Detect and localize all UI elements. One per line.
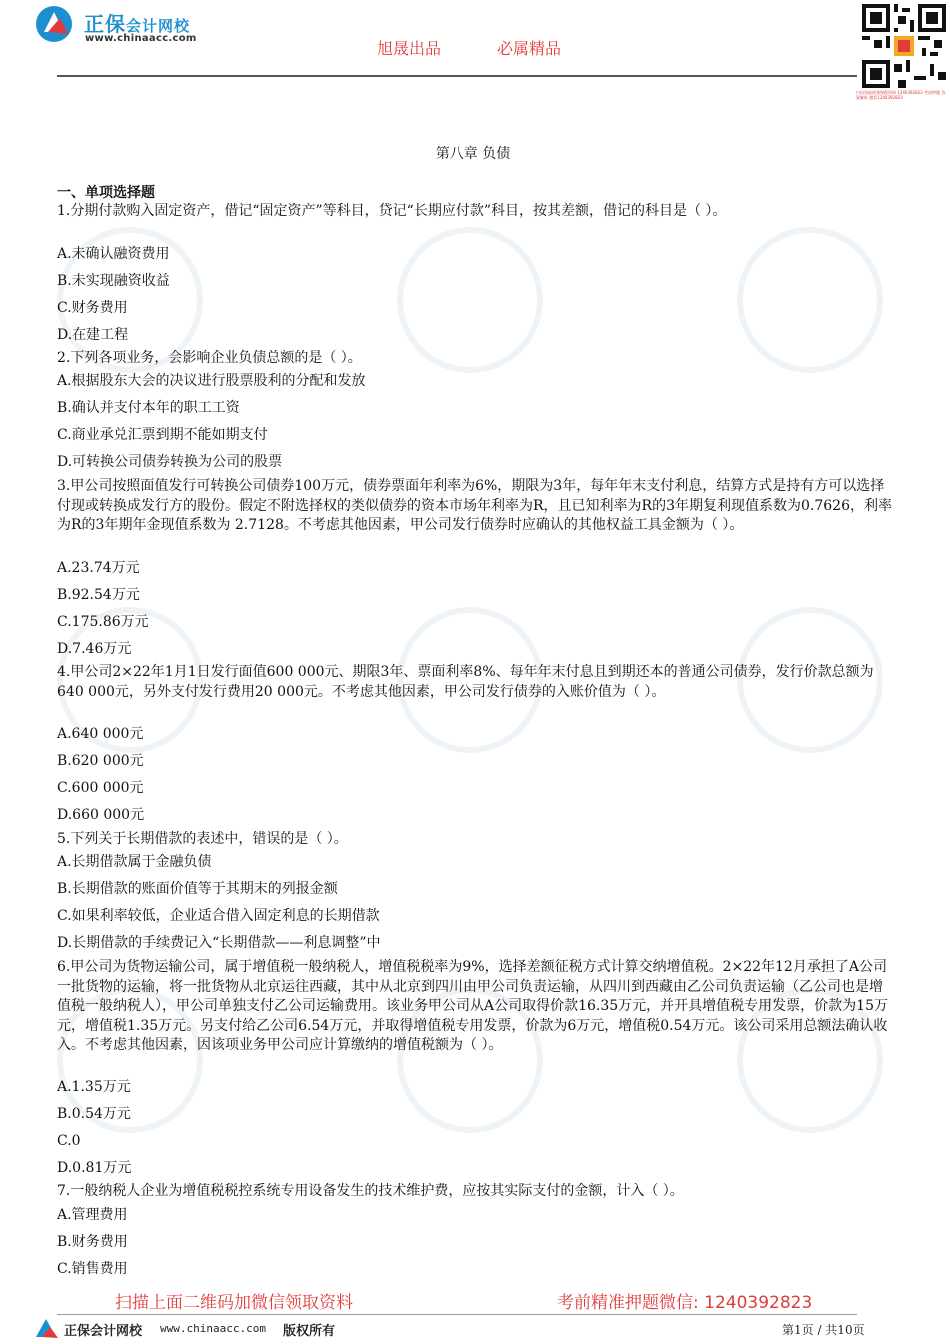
question-option: B.0.54万元 [57, 1106, 131, 1122]
question-option: C.600 000元 [57, 780, 144, 796]
question-option: A.23.74万元 [57, 560, 140, 576]
footer-logo-icon [34, 1317, 60, 1339]
question-stem: 2.下列各项业务，会影响企业负债总额的是（ ）。 [57, 350, 362, 366]
question-option: A.640 000元 [57, 726, 144, 742]
question-option: B.确认并支付本年的职工工资 [57, 400, 240, 416]
question-option: B.620 000元 [57, 753, 144, 769]
footer-promo-qr: 扫描上面二维码加微信领取资料 [115, 1293, 353, 1313]
chinaacc-logo-icon [34, 4, 78, 44]
question-option: B.长期借款的账面价值等于其期末的列报金额 [57, 881, 338, 897]
question-option: A.管理费用 [57, 1207, 128, 1223]
question-option: C.175.86万元 [57, 614, 149, 630]
question-option: C.销售费用 [57, 1261, 128, 1277]
page-header [0, 0, 950, 80]
question-option: A.根据股东大会的决议进行股票股利的分配和发放 [57, 373, 366, 389]
question-option: D.长期借款的手续费记入“长期借款——利息调整”中 [57, 935, 381, 951]
footer-divider [57, 1314, 857, 1315]
question-stem: 1.分期付款购入固定资产，借记“固定资产”等科目，贷记“长期应付款”科目，按其差额，借记的科目是（ ）。 [57, 203, 727, 219]
header-divider [57, 75, 857, 77]
question-stem: 3.甲公司按照面值发行可转换公司债券100万元，债券票面年利率为6%，期限为3年，每年年末支付利息，结算方式是持有方可以选择付现或转换成发行方的股份。假定不附选择权的类似债券的资本市场年利率为R，且已知利率为R的3年期复利现值系数为0.7626，利率为R的3年期年金现值系数为 2.7128。不考虑其他因素，甲公司发行债券时应确认的其他权益工具金额为（ ）。 [57, 478, 892, 533]
question-option: C.如果利率较低，企业适合借入固定利息的长期借款 [57, 908, 380, 924]
slogan-right: 必属精品 [497, 39, 562, 58]
question-option: C.0 [57, 1133, 81, 1149]
page-number: 第1页 / 共10页 [782, 1323, 865, 1337]
slogan-left: 旭晟出品 [377, 39, 442, 58]
section-heading: 一、单项选择题 [57, 185, 155, 201]
question-stem: 7.一般纳税人企业为增值税税控系统专用设备发生的技术维护费，应按其实际支付的金额，计入（ ）。 [57, 1183, 684, 1199]
qr-caption: 扫码领取视频课程资料 1240392823 考前押题 答案解析 微信1240392823 [856, 90, 946, 100]
question-option: A.1.35万元 [57, 1079, 131, 1095]
question-option: C.财务费用 [57, 300, 128, 316]
qr-code-icon[interactable] [862, 4, 946, 88]
brand-name: 正保会计网校 [84, 12, 191, 36]
footer-url[interactable]: www.chinaacc.com [160, 1322, 266, 1335]
question-option: D.可转换公司债券转换为公司的股票 [57, 454, 283, 470]
brand-url: www.chinaacc.com [85, 33, 197, 44]
footer-promo-wechat: 考前精准押题微信: 1240392823 [557, 1293, 813, 1313]
chapter-title: 第八章 负债 [435, 146, 511, 162]
question-stem: 6.甲公司为货物运输公司，属于增值税一般纳税人，增值税税率为9%，选择差额征税方式计算交纳增值税。2×22年12月承担了A公司一批货物的运输，将一批货物从北京运往西藏，其中从北京到四川由甲公司负责运输，从四川到西藏由乙公司负责运输（乙公司也是增值税一般纳税人），甲公司单独支付乙公司运输费用。该业务甲公司从A公司取得价款16.35万元，并开具增值税专用发票，价款为15万元，增值税1.35万元。另支付给乙公司6.54万元，并取得增值税专用发票，价款为6万元，增值税0.54万元。该公司采用总额法确认收入。不考虑其他因素，因该项业务甲公司应计算缴纳的增值税额为（ ）。 [57, 959, 889, 1053]
question-stem: 5.下列关于长期借款的表述中，错误的是（ ）。 [57, 831, 348, 847]
footer-brand: 正保会计网校 [64, 1324, 143, 1339]
question-option: A.长期借款属于金融负债 [57, 854, 212, 870]
question-option: D.7.46万元 [57, 641, 132, 657]
question-option: D.0.81万元 [57, 1160, 132, 1176]
question-option: B.92.54万元 [57, 587, 140, 603]
footer-copyright: 版权所有 [283, 1324, 336, 1339]
question-option: C.商业承兑汇票到期不能如期支付 [57, 427, 268, 443]
question-option: B.财务费用 [57, 1234, 128, 1250]
question-option: A.未确认融资费用 [57, 246, 170, 262]
question-option: D.在建工程 [57, 327, 129, 343]
brand-logo[interactable] [34, 4, 254, 48]
question-option: D.660 000元 [57, 807, 145, 823]
question-stem: 4.甲公司2×22年1月1日发行面值600 000元、期限3年、票面利率8%、每年年末付息且到期还本的普通公司债券，发行价款总额为640 000元，另外支付发行费用20 000元。不考虑其他因素，甲公司发行债券的入账价值为（ ）。 [57, 664, 874, 700]
question-option: B.未实现融资收益 [57, 273, 170, 289]
